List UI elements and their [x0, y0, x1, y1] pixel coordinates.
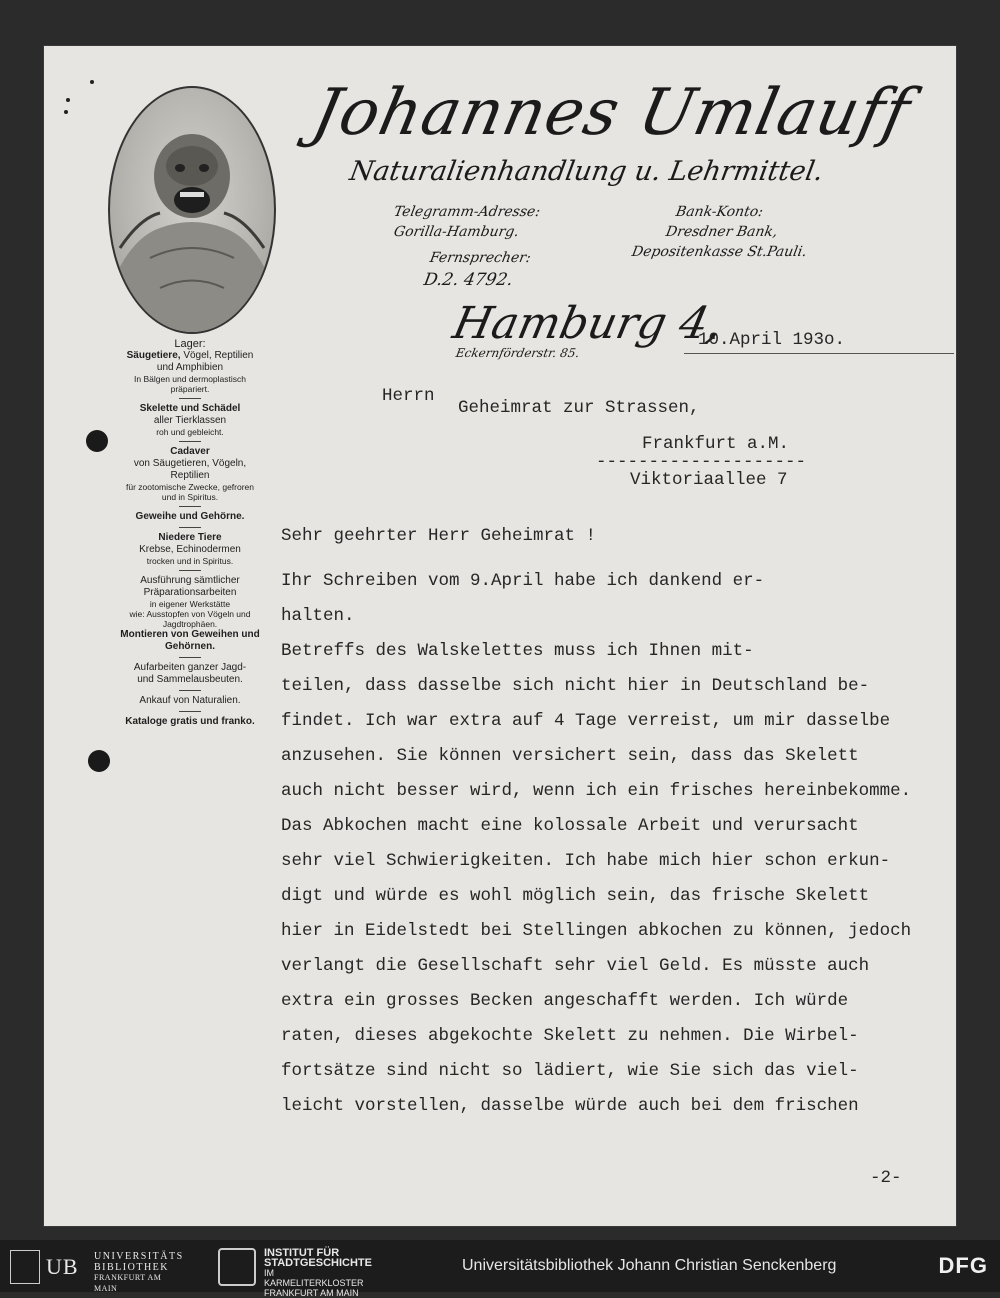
isg-emblem-icon: [218, 1248, 256, 1286]
phone-label: Fernsprecher:: [428, 250, 533, 266]
recipient-name: Geheimrat zur Strassen,: [458, 398, 700, 418]
sidebar-item: Säugetiere, Vögel, Reptilien: [126, 350, 254, 361]
sidebar-item-title: Gehörnen.: [164, 641, 215, 652]
body-line: hier in Eidelstedt bei Stellingen abkochen zu können, jedoch: [281, 921, 912, 941]
sidebar-divider: [179, 441, 201, 442]
bank-label: Bank-Konto:: [674, 204, 765, 220]
dfg-logo[interactable]: DFG: [938, 1253, 988, 1278]
sidebar-item: von Säugetieren, Vögeln,: [133, 458, 247, 469]
body-line: teilen, dass dasselbe sich nicht hier in Deutschland be-: [281, 676, 870, 696]
bank-name: Dresdner Bank,: [664, 224, 779, 240]
sidebar-divider: [179, 398, 201, 399]
sidebar-note: für zootomische Zwecke, gefroren: [125, 482, 255, 492]
sidebar-item: Krebse, Echinodermen: [139, 544, 241, 555]
letter-page: [44, 46, 956, 1226]
ub-emblem-icon: [10, 1250, 40, 1284]
body-line: verlangt die Gesellschaft sehr viel Geld. Es müsste auch: [281, 956, 870, 976]
sidebar-item-title: Kataloge gratis und franko.: [125, 716, 255, 727]
margin-dot: [90, 80, 94, 84]
letterhead-street: Eckernförderstr. 85.: [454, 346, 581, 360]
body-line: fortsätze sind nicht so lädiert, wie Sie sich das viel-: [281, 1061, 859, 1081]
sidebar-note: präpariert.: [170, 384, 210, 394]
letter-greeting: Sehr geehrter Herr Geheimrat !: [281, 526, 597, 546]
body-line: extra ein grosses Becken angeschafft werden. Ich würde: [281, 991, 849, 1011]
sidebar-divider: [179, 527, 201, 528]
sidebar-divider: [179, 690, 201, 691]
sidebar-item: Ausführung sämtlicher: [140, 575, 240, 586]
sidebar-note: in eigener Werkstätte: [149, 599, 231, 609]
recipient-city: Frankfurt a.M.: [642, 434, 790, 454]
body-line: Das Abkochen macht eine kolossale Arbeit und verursacht: [281, 816, 859, 836]
body-line: sehr viel Schwierigkeiten. Ich habe mich hier schon erkun-: [281, 851, 891, 871]
sidebar-item: Reptilien: [170, 470, 210, 481]
letter-date: 10.April 193o.: [698, 330, 846, 350]
margin-dot: [66, 98, 70, 102]
sidebar-item: und Sammelausbeuten.: [137, 674, 243, 685]
body-line: auch nicht besser wird, wenn ich ein frisches hereinbekomme.: [281, 781, 912, 801]
page-number: -2-: [870, 1168, 902, 1188]
sidebar-item-title: Montieren von Geweihen und: [120, 629, 260, 640]
sidebar-divider: [179, 570, 201, 571]
margin-dot: [64, 110, 68, 114]
body-line: halten.: [281, 606, 355, 626]
recipient-underline: --------------------: [596, 452, 807, 472]
body-line: leicht vorstellen, dasselbe würde auch bei dem frischen: [281, 1096, 859, 1116]
body-line: digt und würde es wohl möglich sein, das frische Skelett: [281, 886, 870, 906]
sidebar-item-title: Niedere Tiere: [158, 532, 222, 543]
telegram-value: Gorilla-Hamburg.: [392, 224, 521, 240]
recipient-title: Herrn: [382, 386, 435, 406]
sidebar-item-title: Cadaver: [170, 446, 210, 457]
company-subtitle: Naturalienhandlung u. Lehrmittel.: [347, 156, 826, 187]
sidebar-heading: Lager:: [174, 338, 206, 350]
sidebar-note: wie: Ausstopfen von Vögeln und: [129, 609, 251, 619]
body-line: Ihr Schreiben vom 9.April habe ich dankend er-: [281, 571, 765, 591]
date-underline: [684, 353, 954, 354]
ub-text: UNIVERSITÄTS BIBLIOTHEK FRANKFURT AM MAIN: [94, 1251, 184, 1293]
phone-value: D.2. 4792.: [422, 270, 515, 290]
company-name: Johannes Umlauff: [306, 76, 917, 150]
sidebar-note: und in Spiritus.: [161, 492, 219, 502]
sidebar-item-title: Geweihe und Gehörne.: [135, 511, 245, 522]
recipient-street: Viktoriaallee 7: [630, 470, 788, 490]
body-line: raten, dieses abgekochte Skelett zu nehmen. Die Wirbel-: [281, 1026, 859, 1046]
footer-bar: [0, 1240, 1000, 1298]
footer-institution: Universitätsbibliothek Johann Christian Senckenberg: [462, 1257, 837, 1274]
sidebar-item: Präparationsarbeiten: [143, 587, 237, 598]
body-line: anzusehen. Sie können versichert sein, dass das Skelett: [281, 746, 859, 766]
sidebar-item-title: Skelette und Schädel: [139, 403, 241, 414]
body-line: Betreffs des Walskelettes muss ich Ihnen mit-: [281, 641, 754, 661]
bank-branch: Depositenkasse St.Pauli.: [630, 244, 809, 260]
sidebar-item: und Amphibien: [156, 362, 224, 373]
sidebar-item: Aufarbeiten ganzer Jagd-: [133, 662, 247, 673]
body-line: findet. Ich war extra auf 4 Tage verreist, um mir dasselbe: [281, 711, 891, 731]
sidebar-product-list: [86, 338, 294, 732]
isg-text: INSTITUT FÜR STADTGESCHICHTE IM KARMELITERKLOSTER FRANKFURT AM MAIN: [264, 1247, 372, 1298]
sidebar-note: In Bälgen und dermoplastisch: [134, 374, 246, 384]
sidebar-note: Jagdtrophäen.: [162, 619, 218, 629]
letterhead-city: Hamburg 4,: [448, 298, 728, 349]
ub-letters: UB: [46, 1254, 79, 1279]
sidebar-divider: [179, 711, 201, 712]
letter-body: [281, 564, 941, 1124]
sidebar-item: aller Tierklassen: [153, 415, 227, 426]
sidebar-item: Ankauf von Naturalien.: [139, 695, 241, 706]
sidebar-note: trocken und in Spiritus.: [146, 556, 234, 566]
sidebar-divider: [179, 506, 201, 507]
sidebar-note: roh und gebleicht.: [156, 427, 224, 437]
telegram-label: Telegramm-Adresse:: [392, 204, 542, 220]
punch-hole: [88, 750, 110, 772]
gorilla-portrait: [108, 86, 276, 334]
sidebar-divider: [179, 657, 201, 658]
